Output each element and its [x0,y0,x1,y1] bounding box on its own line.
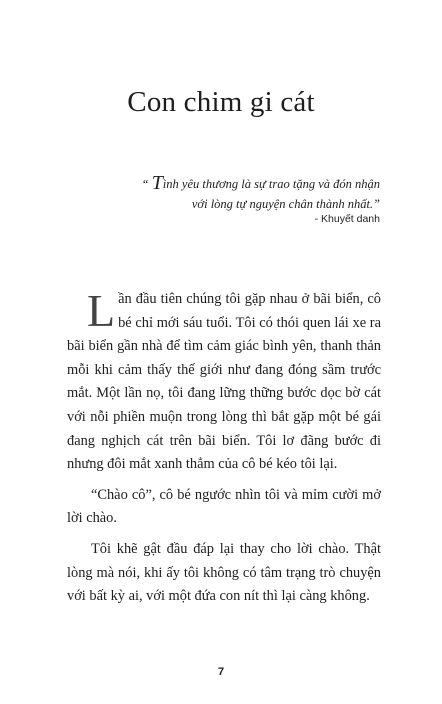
epigraph-line-1 [80,174,380,194]
chapter-title: Con chim gi cát [127,86,315,118]
paragraph-1-text: ần đầu tiên chúng tôi gặp nhau ở bãi biển, cô bé chỉ mới sáu tuổi. Tôi có thói quen lái xe ra bãi biển gần nhà để tìm cảm giác bình yên, thanh thản mỗi khi cảm thấy thế giới như đang đóng sầm trước mắt. Một lần nọ, tôi đang lững thững bước dọc bờ cát với nỗi phiền muộn trong lòng thì bắt gặp một bé gái đang nghịch cát trên bãi biển. Tôi lơ đãng bước đi nhưng đôi mắt xanh thẳm của cô bé kéo tôi lại. [67,291,381,473]
epigraph-open-mark: “ [141,177,152,191]
paragraph-3: Tôi khẽ gật đầu đáp lại thay cho lời chào. Thật lòng mà nói, khi ấy tôi không có tâm trạng trò chuyện với bất kỳ ai, với một đứa con nít thì lại càng không. [67,540,381,605]
epigraph-line-1-text: ình yêu thương là sự trao tặng và đón nhận [162,177,380,191]
epigraph-first-letter: T [151,172,163,194]
paragraph-2: “Chào cô”, cô bé ngước nhìn tôi và mỉm cười mở lời chào. [67,486,381,527]
drop-cap: L [87,285,116,336]
epigraph-line-2: với lòng tự nguyện chân thành nhất.” [191,197,380,211]
epigraph-author: - Khuyết danh [314,213,380,225]
body-text [67,285,381,616]
page-number: 7 [217,666,225,678]
paragraph-1 [67,285,381,477]
epigraph [80,174,380,214]
